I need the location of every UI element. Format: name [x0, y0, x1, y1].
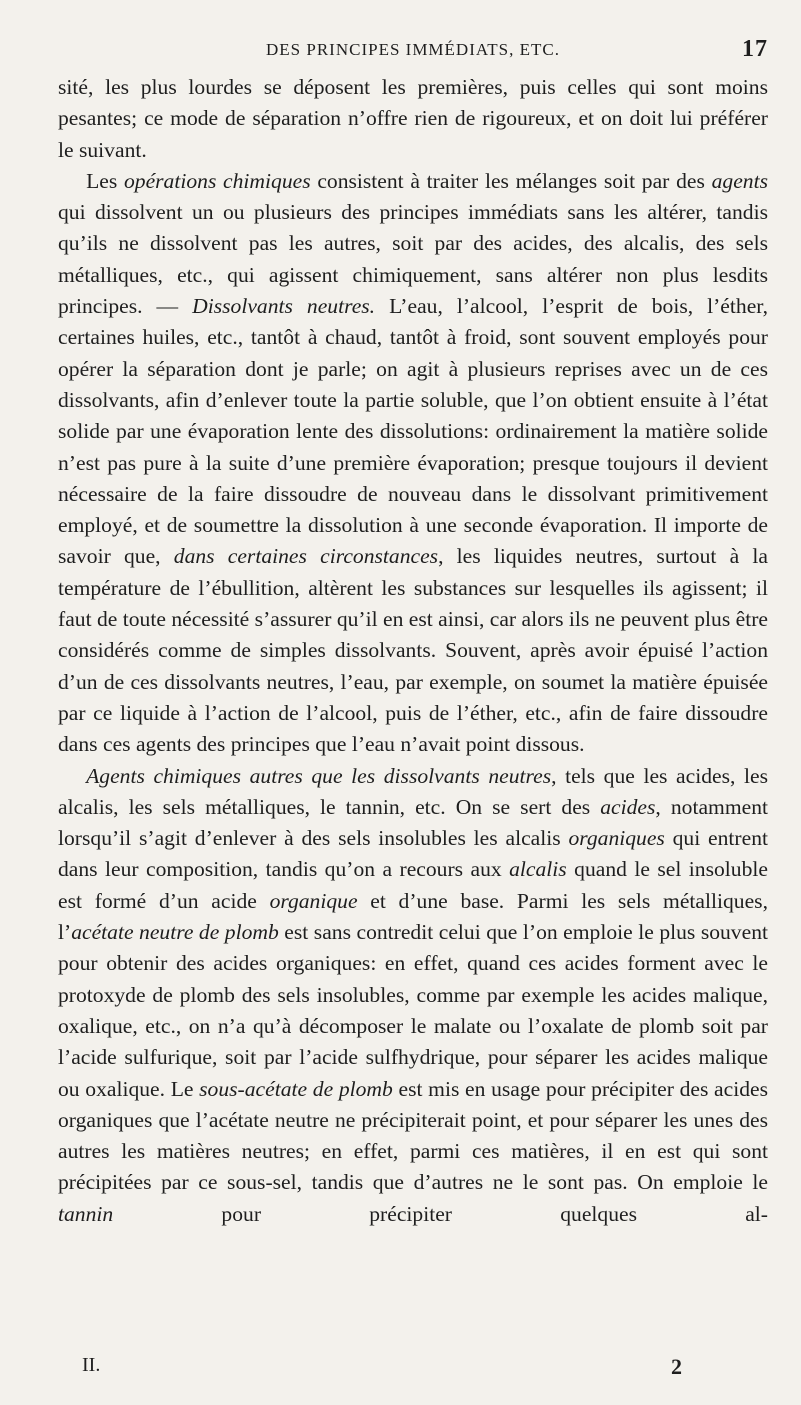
sheet-number: 2 — [671, 1354, 682, 1379]
running-title: DES PRINCIPES IMMÉDIATS, ETC. — [266, 40, 560, 59]
italic-run: organique — [269, 888, 358, 913]
text-run: est mis en usage pour précipiter des acides organiques que l’acétate neutre ne précipiterait point, et pour séparer les unes des autres les matières neutres; en effet, parmi ces matières, il en est qui sont précipitées par ce sous-sel, tandis que d’autres ne le sont pas. On emploie le — [58, 1076, 768, 1195]
paragraph — [58, 72, 768, 166]
volume-signature: II. — [82, 1354, 101, 1376]
text-run: , les liquides neutres, surtout à la température de l’ébullition, altèrent les substances sur lesquelles ils agissent; il faut de toute nécessité s’assurer qu’il en est ainsi, car alors ils ne peuvent plus être considérés comme de simples dissolvants. Souvent, après avoir épuisé l’action d’un de ces dissolvants neutres, l’eau, par exemple, on soumet la matière épuisée par ce liquide à l’action de l’alcool, puis de l’éther, etc., afin de faire dissoudre dans ces agents des principes que l’eau n’avait point dissous. — [58, 544, 768, 757]
text-run: pour précipiter quelques al- — [113, 1201, 768, 1226]
text-run: et d’une base. Parmi les sels métalliques, l’ — [58, 888, 768, 945]
text-run: , notamment lorsqu’il s’agit d’enlever à des sels insolubles les alcalis — [58, 794, 768, 851]
italic-run: Dissolvants neutres. — [192, 294, 376, 319]
italic-run: Agents chimiques autres que les dissolvants neutres — [86, 763, 552, 788]
italic-run: alcalis — [509, 857, 567, 882]
italic-run: dans certaines circonstances — [173, 544, 439, 569]
text-run: qui entrent dans leur composition, tandis qu’on a recours aux — [58, 826, 768, 882]
italic-run: sous-acétate de plomb — [199, 1076, 393, 1101]
body-text — [58, 72, 768, 1230]
text-run: Les — [86, 168, 124, 193]
paragraph — [58, 761, 768, 1230]
text-run: est sans contredit celui que l’on emploie le plus souvent pour obtenir des acides organiques: en effet, quand ces acides forment avec le protoxyde de plomb des sels insolubles, comme par exemple les acides malique, oxalique, etc., on n’a qu’à décomposer le malate ou l’oxalate de plomb soit par l’acide sulfurique, soit par l’acide sulfhydrique, pour séparer les acides malique ou oxalique. Le — [58, 920, 768, 1101]
text-run: , tels que les acides, les alcalis, les sels métalliques, le tannin, etc. On se sert des — [58, 763, 768, 819]
text-run: consistent à traiter les mélanges soit par des — [310, 168, 712, 193]
text-run: quand le sel insoluble est formé d’un acide — [58, 857, 768, 913]
text-run: L’eau, l’alcool, l’esprit de bois, l’éther, certaines huiles, etc., tantôt à chaud, tantôt à froid, sont souvent employés pour opérer la séparation dont je parle; on agit à plusieurs reprises avec un de ces dissolvants, afin d’enlever toute la partie soluble, que l’on obtient ensuite à l’état solide par une évaporation lente des dissolutions: ordinairement la matière solide n’est pas pure à la suite d’une première évaporation; presque toujours il devient nécessaire de la faire dissoudre de nouveau dans le dissolvant primitivement employé, et de soumettre la dissolution à une seconde évaporation. Il importe de savoir que, — [58, 294, 769, 569]
page-number: 17 — [742, 36, 768, 62]
italic-run: tannin — [58, 1201, 114, 1226]
text-run: sité, les plus lourdes se déposent les premières, puis celles qui sont moins pesantes; ce mode de séparation n’offre rien de rigoureux, et on doit lui préférer le suivant. — [58, 75, 768, 162]
italic-run: acides — [600, 794, 656, 819]
running-head — [58, 36, 768, 66]
paragraph — [58, 166, 768, 761]
italic-run: opérations chimiques — [123, 168, 311, 193]
italic-run: agents — [711, 168, 768, 193]
italic-run: acétate neutre de plomb — [71, 920, 279, 945]
page-footer — [82, 1354, 682, 1384]
italic-run: organiques — [568, 826, 665, 851]
text-run: qui dissolvent un ou plusieurs des principes immédiats sans les altérer, tandis qu’ils ne dissolvent pas les autres, soit par des acides, des alcalis, des sels métalliques, etc., qui agissent chimiquement, sans altérer non plus lesdits principes. — — [58, 200, 768, 319]
